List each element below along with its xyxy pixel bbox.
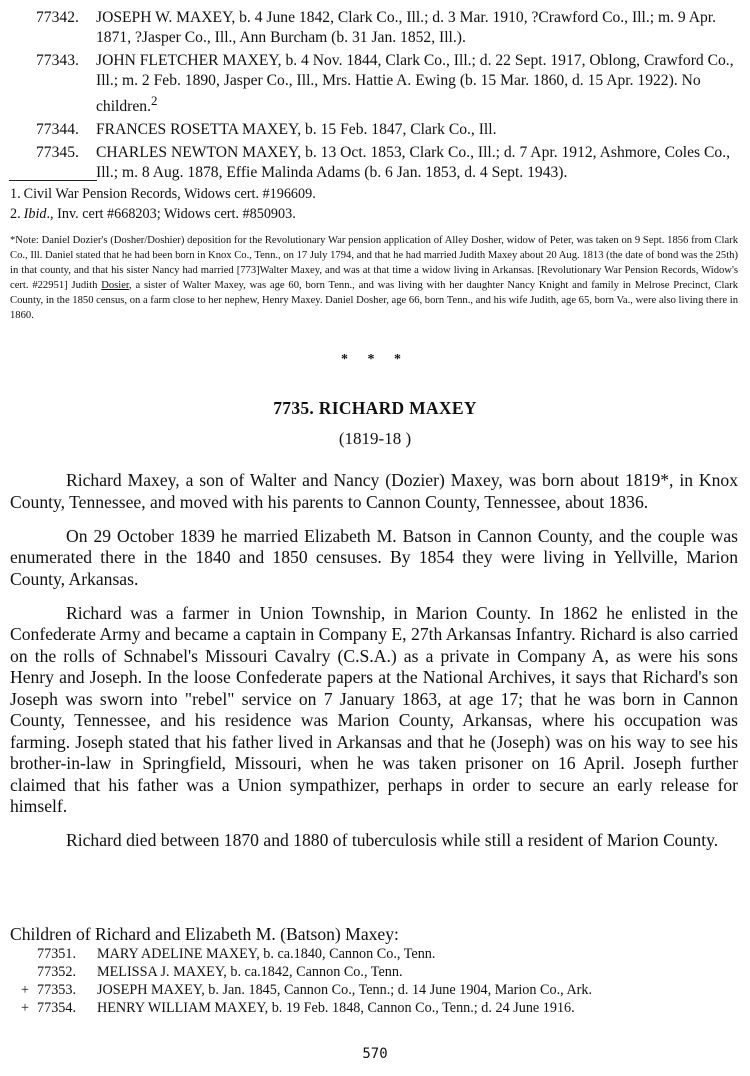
list-item <box>0 120 750 140</box>
entry-text: JOHN FLETCHER MAXEY, b. 4 Nov. 1844, Clark Co., Ill.; d. 22 Sept. 1917, Oblong, Crawford Co., Ill.; m. 2 Feb. 1890, Jasper Co., Ill., Mrs. Hattie A. Ewing (b. 15 Mar. 1860, d. 15 Apr. 1922). No children. <box>96 52 734 116</box>
footnote-number: 2. <box>10 206 21 222</box>
editor-note <box>10 233 738 323</box>
list-item <box>0 51 750 117</box>
footnote-ref: 2 <box>151 93 158 108</box>
footnote <box>10 204 316 224</box>
footnote-text: Civil War Pension Records, Widows cert. #196609. <box>23 186 316 202</box>
biography-body <box>10 470 738 864</box>
children-list <box>0 945 750 1017</box>
child-number: 77354. <box>37 1000 77 1016</box>
page-number: 570 <box>362 1046 388 1062</box>
child-number: 77351. <box>37 946 77 962</box>
entry-number: 77342. <box>36 9 79 26</box>
section-separator: * * * <box>341 352 409 367</box>
entry-number: 77343. <box>36 52 79 69</box>
note-text: *Note: Daniel Dozier's (Dosher/Doshier) deposition for the Revolutionary War pension application of Alley Dosher, widow of Peter, was taken on 9 Sept. 1856 from Clark Co., Ill. Daniel stated that he had been born in Knox Co., Tenn., on 17 July 1794, and that he had married Judith Maxey about 20 Aug. 1813 (the date of bond was the 25th) in that county, and that his sister Nancy had married [773]Walter Maxey, and was at that time a widow living in Arkansas. [Revolutionary War Pension Records, Widow's cert. #22951] Judith <box>10 235 738 291</box>
paragraph: Richard died between 1870 and 1880 of tuberculosis while still a resident of Marion County. <box>66 830 719 850</box>
entry-text: FRANCES ROSETTA MAXEY, b. 15 Feb. 1847, Clark Co., Ill. <box>96 121 497 139</box>
has-descendants-marker: + <box>21 1000 30 1016</box>
child-text: HENRY WILLIAM MAXEY, b. 19 Feb. 1848, Cannon Co., Tenn.; d. 24 June 1916. <box>97 1000 575 1016</box>
section-title: 7735. RICHARD MAXEY <box>273 398 477 418</box>
entry-text: JOSEPH W. MAXEY, b. 4 June 1842, Clark Co., Ill.; d. 3 Mar. 1910, ?Crawford Co., Ill.; m. 9 Apr. 1871, ?Jasper Co., Ill., Ann Burcham (b. 31 Jan. 1852, Ill.). <box>96 9 716 46</box>
list-item <box>0 8 750 48</box>
paragraph: On 29 October 1839 he married Elizabeth M. Batson in Cannon County, and the couple was enumerated there in the 1840 and 1850 censuses. By 1854 they were living in Yellville, Marion County, Arkansas. <box>10 525 738 589</box>
child-text: MARY ADELINE MAXEY, b. ca.1840, Cannon Co., Tenn. <box>97 946 436 962</box>
footnote <box>10 184 316 204</box>
entry-number: 77344. <box>36 121 79 139</box>
entry-number: 77345. <box>36 144 79 162</box>
previous-children-list <box>0 8 750 186</box>
list-item <box>0 945 750 963</box>
note-underlined: Dosier <box>101 280 130 291</box>
section-years: (1819-18 ) <box>338 429 412 448</box>
list-item <box>0 999 750 1017</box>
child-number: 77353. <box>37 982 77 998</box>
has-descendants-marker: + <box>21 982 30 998</box>
child-text: MELISSA J. MAXEY, b. ca.1842, Cannon Co., Tenn. <box>97 964 403 980</box>
child-number: 77352. <box>37 964 77 980</box>
entry-text: CHARLES NEWTON MAXEY, b. 13 Oct. 1853, Clark Co., Ill.; d. 7 Apr. 1912, Ashmore, Coles Co., Ill.; m. 8 Aug. 1878, Effie Malinda Adams (b. 6 Jan. 1853, d. 4 Sept. 1943). <box>96 144 730 182</box>
footnote-text: ., Inv. cert #668203; Widows cert. #850903. <box>46 206 296 222</box>
children-heading: Children of Richard and Elizabeth M. (Batson) Maxey: <box>10 924 399 944</box>
paragraph: Richard Maxey, a son of Walter and Nancy (Dozier) Maxey, was born about 1819*, in Knox County, Tennessee, and moved with his parents to Cannon County, Tennessee, about 1836. <box>10 470 738 512</box>
footnote-italic: Ibid <box>23 206 47 222</box>
child-text: JOSEPH MAXEY, b. Jan. 1845, Cannon Co., Tenn.; d. 14 June 1904, Marion Co., Ark. <box>97 982 593 998</box>
footnote-number: 1. <box>10 186 21 202</box>
note-text-continued: , a sister of Walter Maxey, was age 60, born Tenn., and was living with her daughter Nancy Knight and family in Melrose Precinct, Clark County, in the 1850 census, on a farm close to her nephew, Henry Maxey. Daniel Dosher, age 66, born Tenn., and his wife Judith, age 65, born Va., were also living there in 1860. <box>10 280 738 321</box>
paragraph: Richard was a farmer in Union Township, in Marion County. In 1862 he enlisted in the Confederate Army and became a captain in Company E, 27th Arkansas Infantry. Richard is also carried on the rolls of Schnabel's Missouri Cavalry (C.S.A.) as a private in Company A, as were his sons Henry and Joseph. In the loose Confederate papers at the National Archives, it says that Richard's son Joseph was sworn into "rebel" service on 7 January 1863, at age 17; that he was born in Cannon County, Tennessee, and his residence was Marion County, Arkansas, where his occupation was farming. Joseph stated that his father lived in Arkansas and that he (Joseph) was on his way to see his brother-in-law in Springfield, Missouri, when he was taken prisoner on 16 April. Joseph further claimed that his father was a Union sympathizer, perhaps in order to secure an early release for himself. <box>10 602 738 816</box>
list-item <box>0 143 750 183</box>
list-item <box>0 963 750 981</box>
footnote-divider <box>9 180 97 181</box>
footnotes <box>10 184 316 224</box>
list-item <box>0 981 750 999</box>
